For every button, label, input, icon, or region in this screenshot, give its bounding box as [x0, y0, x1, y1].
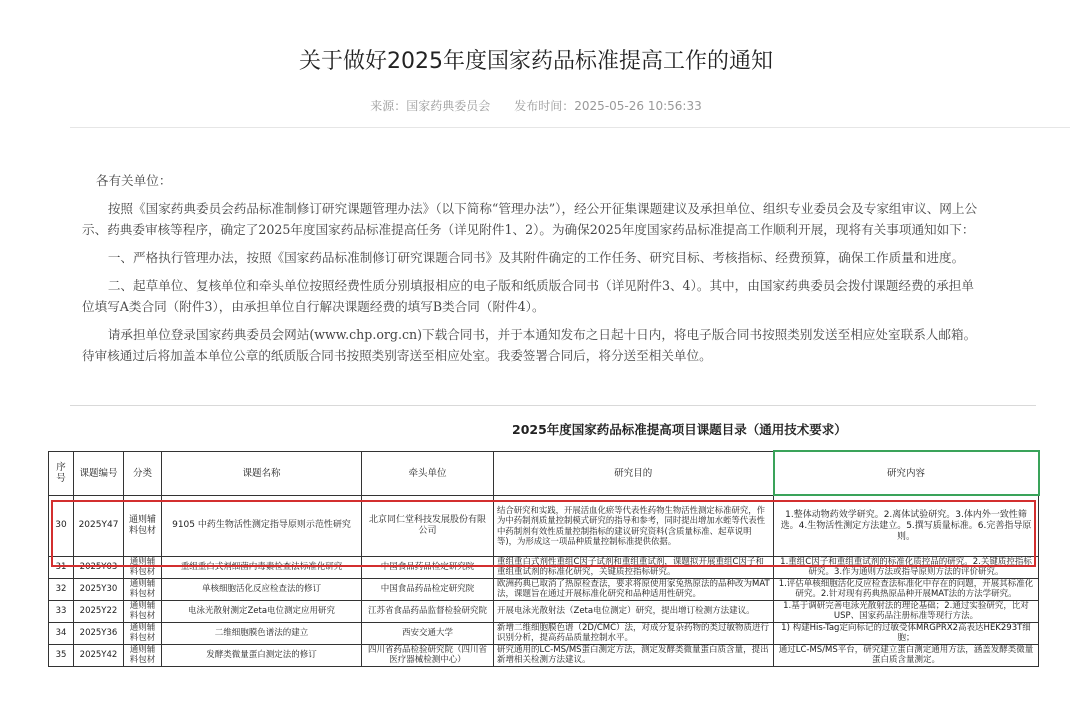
row-category: 通则辅料包材 [124, 557, 162, 579]
header-cell: 序号 [49, 451, 74, 495]
row-lead: 西安交通大学 [362, 623, 494, 645]
row-no: 30 [49, 495, 74, 557]
row-no: 33 [49, 601, 74, 623]
row-code: 2025Y30 [74, 579, 124, 601]
table-row [49, 557, 1039, 579]
row-content: 1.基于调研完善电泳光散射法的理论基础；2.通过实验研究，比对USP、国家药品注册标准等现行方法。 [774, 601, 1039, 623]
row-content: 1.整体动物药效学研究。2.离体试验研究。3.体内外一致性筛选。4.生物活性测定方法建立。5.撰写质量标准。6.完善指导原则。 [774, 495, 1039, 557]
row-content: 1.重组C因子和重组重试剂的标准化质控品的研究。2.关键质控指标研究。3.作为通则方法或指导原则方法的评价研究。 [774, 557, 1039, 579]
row-name: 9105 中药生物活性测定指导原则示范性研究 [162, 495, 362, 557]
paragraph-1: 按照《国家药典委员会药品标准制修订研究课题管理办法》（以下简称“管理办法”），经公开征集课题建议及承担单位、组织专业委员会及专家组审议、网上公示、药典委审核等程序，确定了2025年度国家药品标准提高任务（详见附件1、2）。为确保2025年度国家药品标准提高工作顺利开展，现将有关事项通知如下： [82, 201, 978, 237]
header-cell: 课题编号 [74, 451, 124, 495]
greeting: 各有关单位： [95, 173, 172, 188]
table-header-row [49, 451, 1039, 495]
row-purpose: 新增二维细胞膜色谱（2D/CMC）法，对成分复杂药物的类过敏物质进行识别分析，提高药品质量控制水平。 [494, 623, 774, 645]
row-purpose: 欧洲药典已取消了热原检查法，要求将原使用家兔热原法的品种改为MAT法，课题旨在通过开展标准化研究和品种适用性研究。 [494, 579, 774, 601]
paragraph-4: 请承担单位登录国家药典委员会网站(www.chp.org.cn)下载合同书，并于本通知发布之日起十日内，将电子版合同书按照类别发送至相应处室联系人邮箱。待审核通过后将加盖本单位公章的纸质版合同书按照类别寄送至相应处室。我委签署合同后，将分送至相关单位。 [82, 327, 977, 363]
project-table [48, 450, 1040, 667]
row-category: 通则辅料包材 [124, 601, 162, 623]
paragraph-2: 一、严格执行管理办法，按照《国家药品标准制修订研究课题合同书》及其附件确定的工作任务、研究目标、考核指标、经费预算，确保工作质量和进度。 [107, 250, 965, 265]
row-lead: 中国食品药品检定研究院 [362, 579, 494, 601]
table-row [49, 623, 1039, 645]
row-category: 通则辅料包材 [124, 579, 162, 601]
row-code: 2025Y22 [74, 601, 124, 623]
row-purpose: 开展电泳光散射法（Zeta电位测定）研究，提出增订检测方法建议。 [494, 601, 774, 623]
row-no: 34 [49, 623, 74, 645]
row-category: 通则辅料包材 [124, 645, 162, 667]
table-row [49, 579, 1039, 601]
row-category: 通则辅料包材 [124, 495, 162, 557]
row-purpose: 研究通用的LC-MS/MS蛋白测定方法，测定发酵类微量蛋白质含量，提出新增相关检测方法建议。 [494, 645, 774, 667]
row-lead: 北京同仁堂科技发展股份有限公司 [362, 495, 494, 557]
header-cell: 牵头单位 [362, 451, 494, 495]
row-name: 单核细胞活化反应检查法的修订 [162, 579, 362, 601]
article-title: 关于做好2025年度国家药品标准提高工作的通知 [299, 49, 773, 74]
row-content: 1.评估单核细胞活化反应检查法标准化中存在的问题，开展其标准化研究。2.针对现有药典热原品种开展MAT法的方法学研究。 [774, 579, 1039, 601]
row-no: 35 [49, 645, 74, 667]
row-lead: 中国食品药品检定研究院 [362, 557, 494, 579]
article-body [82, 170, 982, 373]
row-no: 32 [49, 579, 74, 601]
article-publish-time: 发布时间：2025-05-26 10:56:33 [514, 99, 702, 113]
row-no: 31 [49, 557, 74, 579]
row-lead: 江苏省食品药品监督检验研究院 [362, 601, 494, 623]
row-code: 2025Y47 [74, 495, 124, 557]
row-purpose: 重组重白式剂性重组C因子试剂和重组重试剂，课题拟开展重组C因子和重组重试剂的标准化研究，关键质控指标研究。 [494, 557, 774, 579]
row-name: 发酵类微量蛋白测定法的修订 [162, 645, 362, 667]
table-row [49, 645, 1039, 667]
row-name: 电泳光散射测定Zeta电位测定应用研究 [162, 601, 362, 623]
row-content: 通过LC-MS/MS平台，研究建立蛋白测定通用方法，涵盖发酵类微量蛋白质含量测定。 [774, 645, 1039, 667]
header-divider [70, 127, 1070, 128]
row-name: 重组重白式剂细菌内毒素检查法标准化研究 [162, 557, 362, 579]
header-cell: 研究内容 [774, 451, 1039, 495]
row-category: 通则辅料包材 [124, 623, 162, 645]
row-purpose: 结合研究和实践，开展活血化瘀等代表性药物生物活性测定标准研究，作为中药制剂质量控制模式研究的指导和参考，同时提出增加水蛭等代表性中药制剂有效性质量控制指标的建议研究资料(含质量标准、起草说明等)，为形成这一项品种质量控制标准提供依据。 [494, 495, 774, 557]
page-bottom-mask [0, 712, 1072, 727]
article-source: 来源：国家药典委员会 [370, 99, 491, 113]
header-cell: 分类 [124, 451, 162, 495]
row-code: 2025Y03 [74, 557, 124, 579]
table-row [49, 601, 1039, 623]
row-name: 二维细胞膜色谱法的建立 [162, 623, 362, 645]
header-cell: 研究目的 [494, 451, 774, 495]
table-row [49, 495, 1039, 557]
article-meta [0, 97, 1072, 114]
header-cell: 课题名称 [162, 451, 362, 495]
row-code: 2025Y42 [74, 645, 124, 667]
row-code: 2025Y36 [74, 623, 124, 645]
row-lead: 四川省药品检验研究院（四川省医疗器械检测中心） [362, 645, 494, 667]
paragraph-3: 二、起草单位、复核单位和牵头单位按照经费性质分别填报相应的电子版和纸质版合同书（详见附件3、4）。其中，由国家药典委员会拨付课题经费的承担单位填写A类合同（附件3），由承担单位自行解决课题经费的填写B类合同（附件4）。 [82, 278, 974, 314]
body-divider [70, 405, 1036, 406]
table-title: 2025年度国家药品标准提高项目课题目录（通用技术要求） [512, 422, 847, 437]
row-content: 1) 构建His-Tag定向标记的过敏受体MRGPRX2高表达HEK293T细胞； [774, 623, 1039, 645]
